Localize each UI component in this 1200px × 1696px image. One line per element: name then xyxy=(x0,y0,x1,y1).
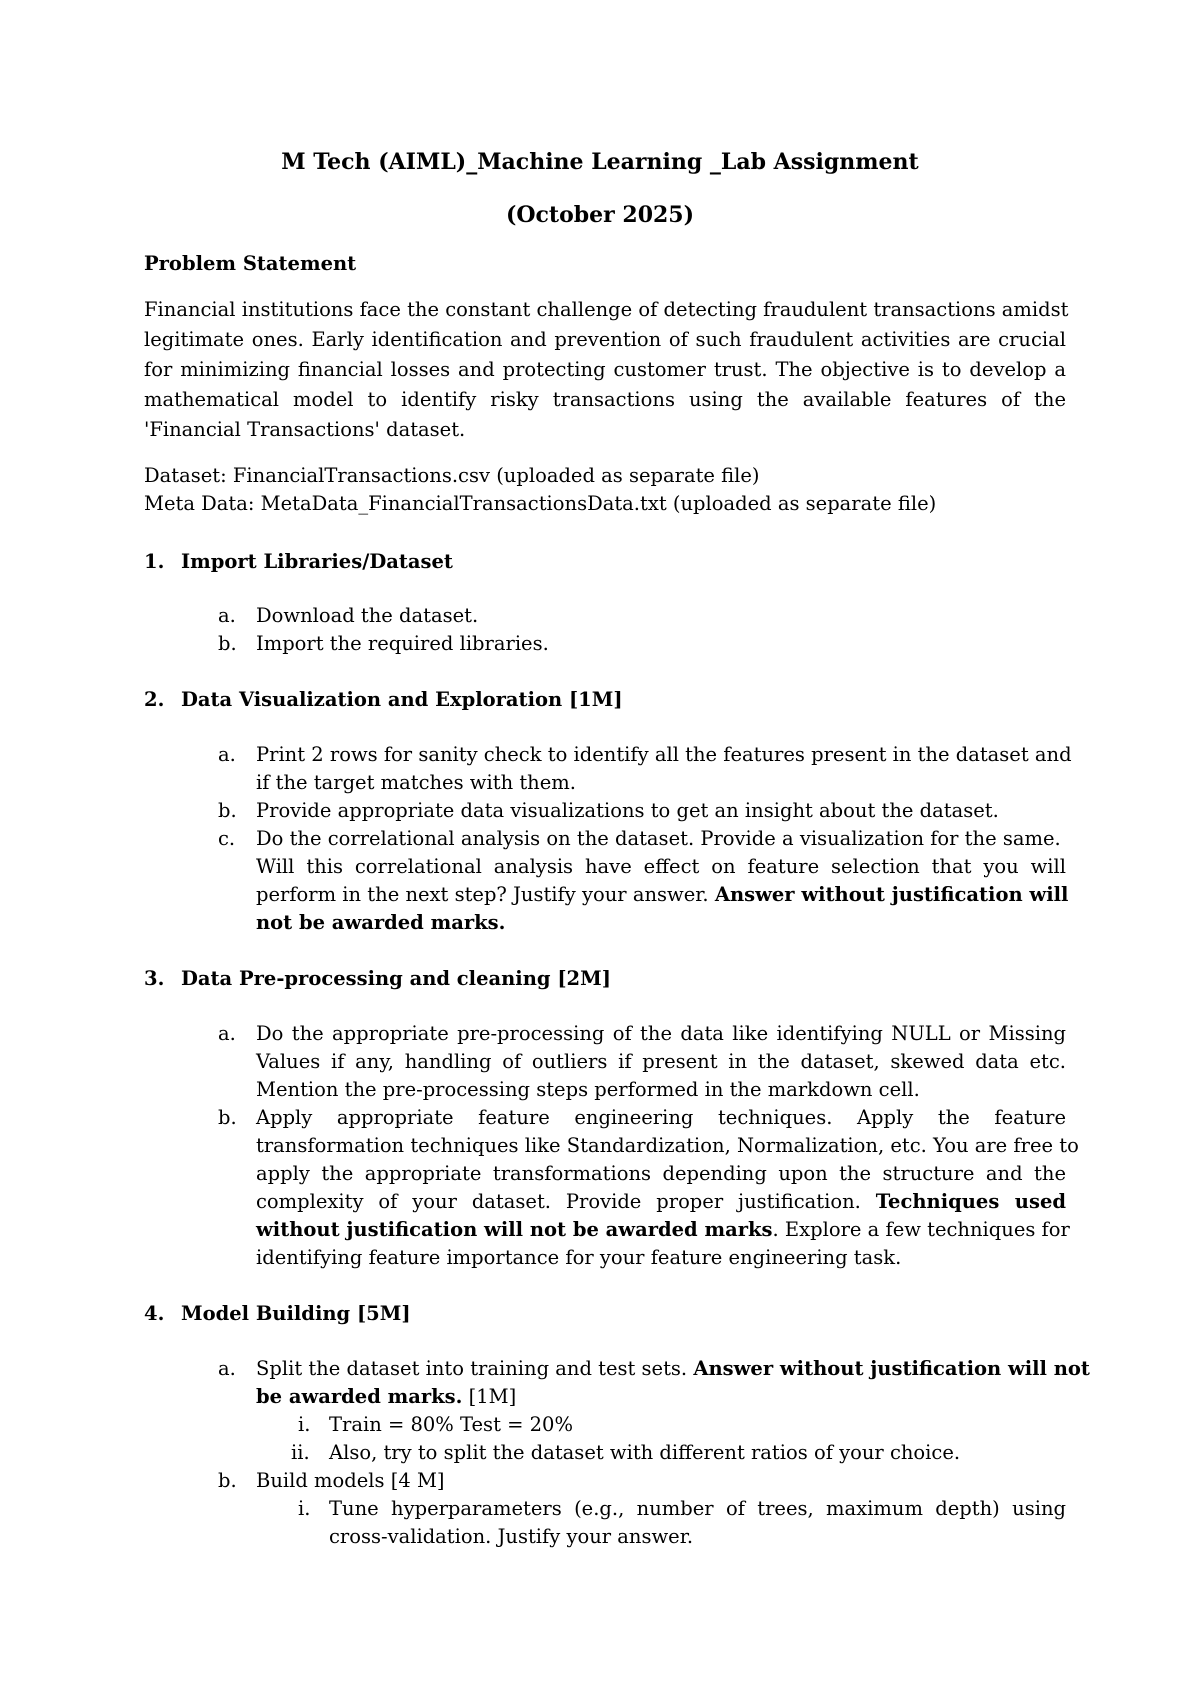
subitem-marker: i. xyxy=(298,1497,311,1520)
section-heading: Import Libraries/Dataset xyxy=(181,550,453,573)
item-marker: c. xyxy=(218,827,236,850)
item-text-mixed xyxy=(256,1385,516,1409)
item-text-bold: Answer without justification will not xyxy=(693,1357,1090,1380)
section-number: 4. xyxy=(144,1302,165,1325)
item-text-mixed xyxy=(256,1190,1066,1214)
document-title: M Tech (AIML)_Machine Learning _Lab Assignment xyxy=(281,149,919,175)
item-text: apply the appropriate transformations depending upon the structure and the xyxy=(256,1162,1066,1185)
subitem-text: Tune hyperparameters (e.g., number of trees, maximum depth) using xyxy=(329,1497,1066,1520)
item-text-bold: Answer without justification will xyxy=(714,883,1069,906)
item-text-plain: complexity of your dataset. Provide proper justification. xyxy=(256,1190,876,1213)
item-text-plain: Split the dataset into training and test sets. xyxy=(256,1357,694,1380)
item-text-bold: Techniques used xyxy=(875,1190,1066,1213)
subitem-marker: i. xyxy=(298,1413,311,1436)
item-text-plain: perform in the next step? Justify your answer. xyxy=(256,883,715,906)
item-text: identifying feature importance for your feature engineering task. xyxy=(256,1246,902,1269)
item-text: Import the required libraries. xyxy=(256,632,549,655)
item-marker: a. xyxy=(218,743,236,766)
item-text: Do the appropriate pre-processing of the data like identifying NULL or Missing xyxy=(256,1022,1066,1045)
section-heading: Data Visualization and Exploration [1M] xyxy=(181,688,623,711)
problem-line: legitimate ones. Early identification and prevention of such fraudulent activities are crucial xyxy=(144,328,1066,351)
subitem-marker: ii. xyxy=(291,1441,310,1464)
subitem-text: Train = 80% Test = 20% xyxy=(329,1413,573,1436)
item-marker: b. xyxy=(218,1469,237,1492)
item-text: Apply appropriate feature engineering techniques. Apply the feature xyxy=(256,1106,1066,1129)
metadata-line: Meta Data: MetaData_FinancialTransactionsData.txt (uploaded as separate file) xyxy=(144,492,937,515)
item-marker: a. xyxy=(218,604,236,627)
item-text: Values if any, handling of outliers if present in the dataset, skewed data etc. xyxy=(256,1050,1066,1073)
section-number: 3. xyxy=(144,967,165,990)
item-text: Do the correlational analysis on the dataset. Provide a visualization for the same. xyxy=(256,827,1061,850)
item-text-bold: be awarded marks. xyxy=(256,1385,463,1408)
problem-statement-heading: Problem Statement xyxy=(144,252,357,275)
section-number: 1. xyxy=(144,550,165,573)
item-marker: b. xyxy=(218,799,237,822)
item-marker: b. xyxy=(218,1106,237,1129)
item-marker: a. xyxy=(218,1022,236,1045)
item-text: Print 2 rows for sanity check to identify all the features present in the dataset and xyxy=(256,743,1072,766)
item-text: Build models [4 M] xyxy=(256,1469,445,1492)
item-text-plain: [1M] xyxy=(462,1385,517,1408)
item-text-bold: without justification will not be awarded marks xyxy=(256,1218,773,1241)
item-text: Provide appropriate data visualizations to get an insight about the dataset. xyxy=(256,799,999,822)
item-text-mixed xyxy=(256,1218,1070,1242)
section-number: 2. xyxy=(144,688,165,711)
subitem-text: Also, try to split the dataset with different ratios of your choice. xyxy=(329,1441,961,1464)
item-text-mixed xyxy=(256,1357,1090,1381)
item-text: Download the dataset. xyxy=(256,604,479,627)
problem-line: Financial institutions face the constant challenge of detecting fraudulent transactions amidst xyxy=(144,298,1069,321)
item-text: if the target matches with them. xyxy=(256,771,576,794)
item-text: Mention the pre-processing steps performed in the markdown cell. xyxy=(256,1078,920,1101)
subitem-text: cross-validation. Justify your answer. xyxy=(329,1525,694,1548)
item-text: Will this correlational analysis have effect on feature selection that you will xyxy=(256,855,1066,878)
problem-line: 'Financial Transactions' dataset. xyxy=(144,418,466,441)
item-text-bold: not be awarded marks. xyxy=(256,911,506,934)
dataset-line: Dataset: FinancialTransactions.csv (uploaded as separate file) xyxy=(144,464,760,487)
problem-line: for minimizing financial losses and protecting customer trust. The objective is to develop a xyxy=(144,358,1066,381)
section-heading: Model Building [5M] xyxy=(181,1302,411,1325)
item-marker: b. xyxy=(218,632,237,655)
section-heading: Data Pre-processing and cleaning [2M] xyxy=(181,967,611,990)
item-text: transformation techniques like Standardization, Normalization, etc. You are free to xyxy=(256,1134,1079,1157)
item-text-plain: . Explore a few techniques for xyxy=(772,1218,1070,1241)
item-marker: a. xyxy=(218,1357,236,1380)
item-text-mixed xyxy=(256,883,1068,907)
document-date: (October 2025) xyxy=(505,202,695,228)
problem-line: mathematical model to identify risky transactions using the available features of the xyxy=(144,388,1066,411)
